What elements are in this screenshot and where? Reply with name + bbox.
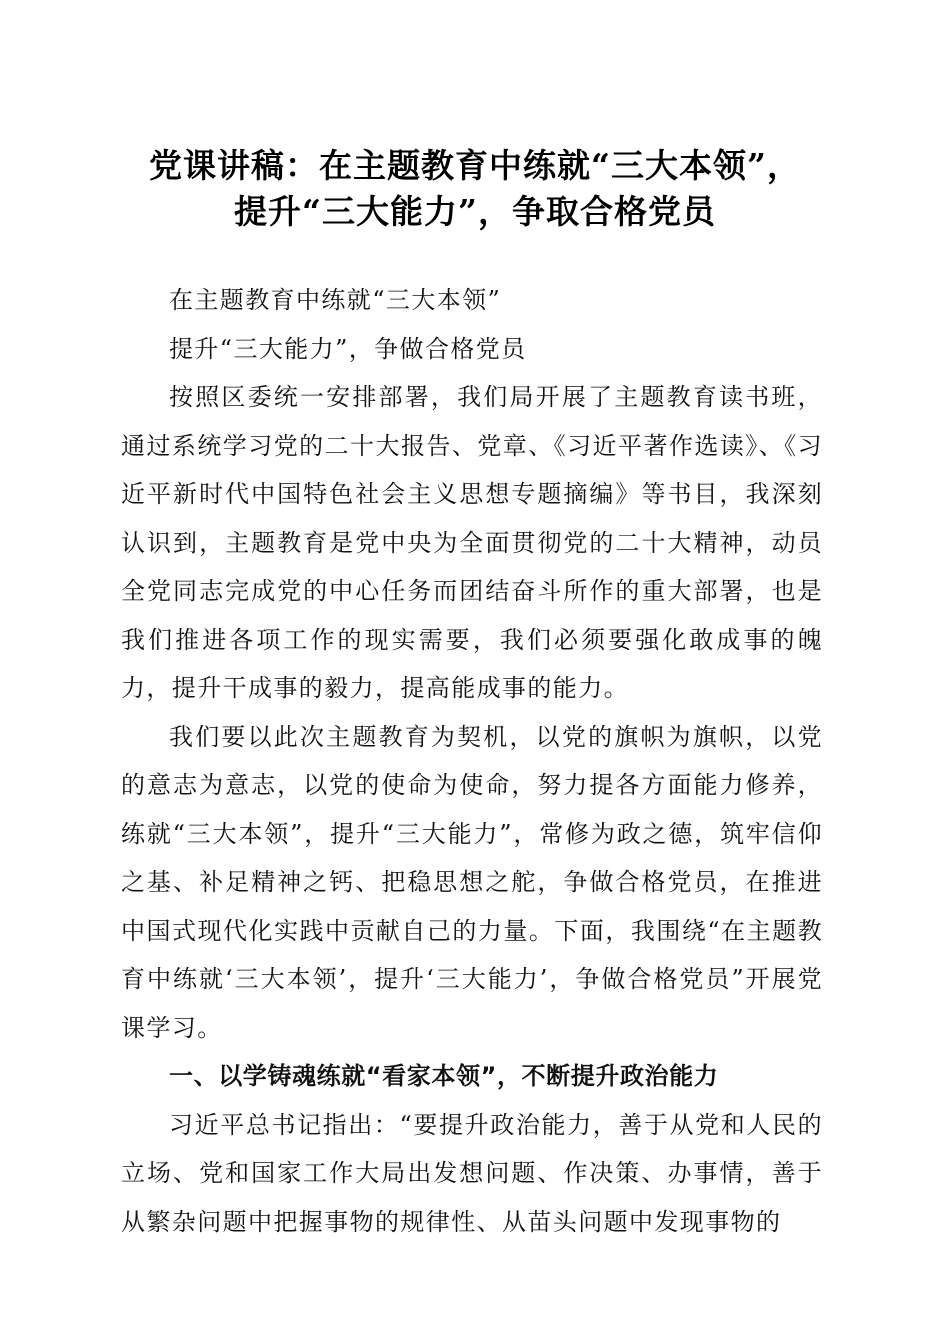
body-paragraph: 按照区委统一安排部署，我们局开展了主题教育读书班，通过系统学习党的二十大报告、党章、《习近平著作选读》、《习近平新时代中国特色社会主义思想专题摘编》等书目，我深刻认识到，主题教育是党中央为全面贯彻党的二十大精神，动员全党同志完成党的中心任务而团结奋斗所作的重大部署，也是我们推进各项工作的现实需要，我们必须要强化敢成事的魄力，提升干成事的毅力，提高能成事的能力。: [121, 383, 823, 702]
document-title-line-2: 提升“三大能力”，争取合格党员: [234, 192, 716, 231]
subtitle-line-1: 在主题教育中练就“三大本领”: [169, 286, 502, 314]
document-title-line-1: 党课讲稿：在主题教育中练就“三大本领”，: [149, 146, 801, 185]
document-body: [121, 276, 823, 1246]
body-paragraph: 习近平总书记指出：“要提升政治能力，善于从党和人民的立场、党和国家工作大局出发想问题、作决策、办事情，善于从繁杂问题中把握事物的规律性、从苗头问题中发现事物的: [121, 1110, 823, 1236]
section-heading: 一、以学铸魂练就“看家本领”，不断提升政治能力: [169, 1062, 719, 1090]
body-paragraph: 我们要以此次主题教育为契机，以党的旗帜为旗帜，以党的意志为意志，以党的使命为使命，努力提各方面能力修养，练就“三大本领”，提升“三大能力”，常修为政之德，筑牢信仰之基、补足精神之钙、把稳思想之舵，争做合格党员，在推进中国式现代化实践中贡献自己的力量。下面，我围绕“在主题教育中练就‘三大本领’，提升‘三大能力’，争做合格党员”开展党课学习。: [121, 722, 823, 1042]
subtitle-line-2: 提升“三大能力”，争做合格党员: [169, 334, 527, 363]
